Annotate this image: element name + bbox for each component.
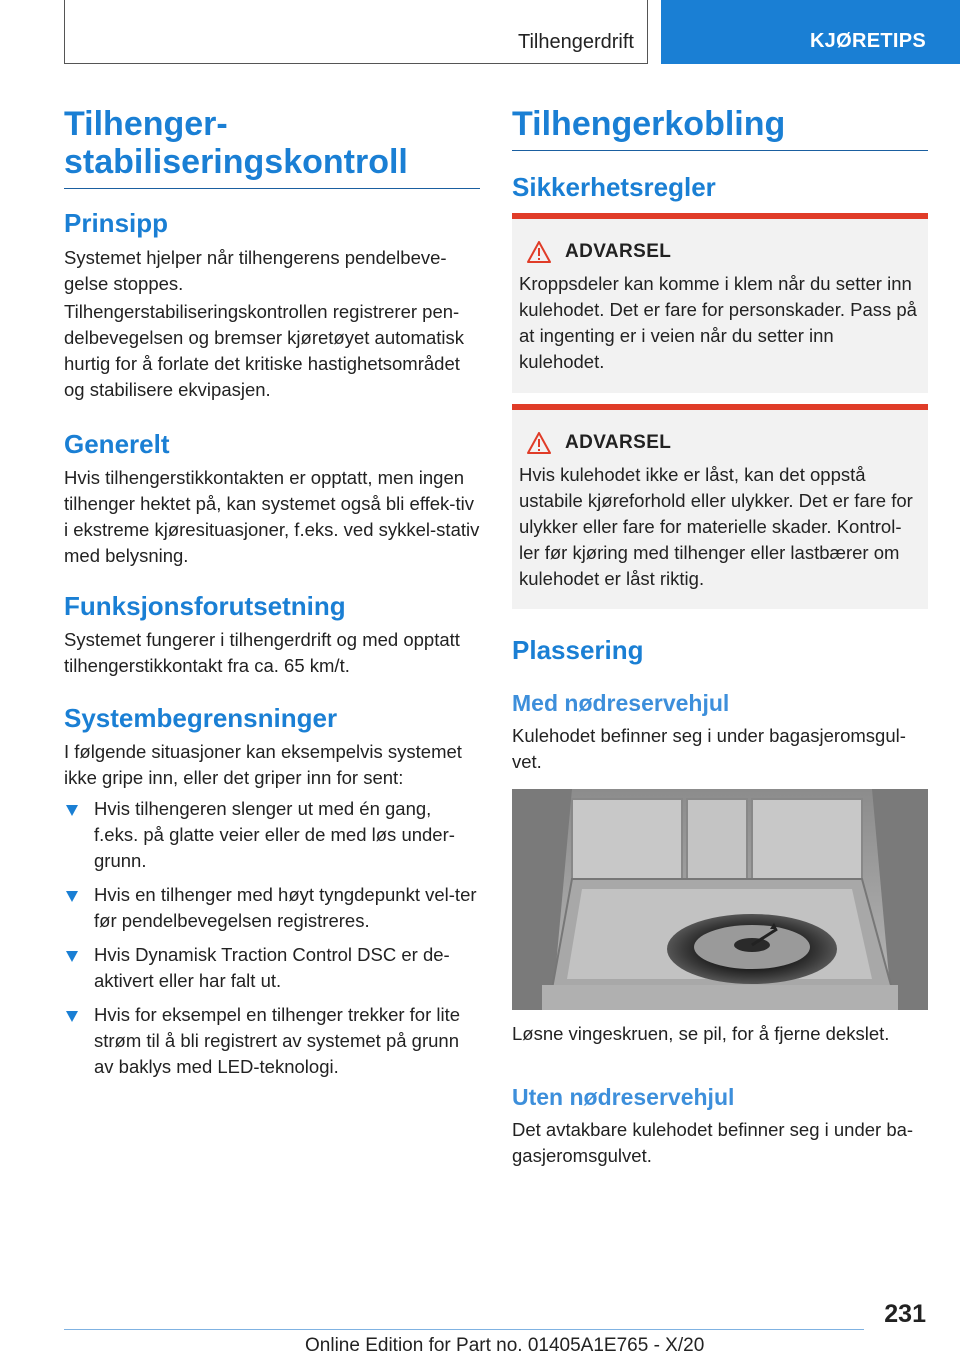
heading-generelt: Generelt (64, 429, 170, 459)
prinsipp-paragraph-1: Systemet hjelper når tilhengerens pendelbeve‐gelse stoppes. (64, 247, 447, 294)
list-item-text: Hvis en tilhenger med høyt tyngdepunkt vel‐ter før pendelbevegelsen registreres. (94, 884, 477, 931)
bullet-triangle-icon (66, 951, 78, 962)
warning-text: Hvis kulehodet ikke er låst, kan det oppstå ustabile kjøreforhold eller ulykker. Det er fare for ulykker eller fare for materielle skader. Kontrol‐ler før kjøring med tilhenger eller lastbærer om kulehodet er låst riktig. (519, 464, 913, 589)
heading-systembegrensninger: Systembegrensninger (64, 703, 338, 733)
list-item (64, 882, 480, 934)
heading-sikkerhetsregler: Sikkerhetsregler (512, 172, 716, 202)
title-line-1: Tilhenger‐ (64, 105, 228, 143)
bullet-triangle-icon (66, 805, 78, 816)
header-section-title: Tilhengerdrift (518, 31, 634, 53)
warning-box-1 (512, 213, 928, 393)
funksjon-paragraph: Systemet fungerer i tilhengerdrift og med opptatt tilhengerstikkontakt fra ca. 65 km/t. (64, 629, 460, 676)
generelt-paragraph: Hvis tilhengerstikkontakten er opptatt, men ingen tilhenger hektet på, kan systemet også bli effek‐tiv i ekstreme kjøresituasjoner, f.eks. ved sykkel‐stativ med belysning. (64, 467, 480, 566)
header-chapter-tab[interactable]: KJØRETIPS (661, 0, 960, 64)
bullet-triangle-icon (66, 1011, 78, 1022)
footer-divider (64, 1329, 864, 1330)
warning-triangle-icon (519, 432, 559, 454)
uten-paragraph: Det avtakbare kulehodet befinner seg i under ba‐gasjeromsgulvet. (512, 1119, 914, 1166)
list-item (64, 942, 480, 994)
heading-uten-nodreservehjul: Uten nødreservehjul (512, 1084, 735, 1110)
prinsipp-paragraph-2: Tilhengerstabiliseringskontrollen registrerer pen‐delbevegelsen og bremser kjøretøyet automatisk hurtig for å forlate det kritiske hastighetsområdet og stabilisere ekvipasjen. (64, 301, 464, 400)
list-item-text: Hvis for eksempel en tilhenger trekker for lite strøm til å bli registrert av systemet på grunn av baklys med LED-teknologi. (94, 1004, 461, 1077)
warning-title: ADVARSEL (565, 432, 672, 453)
list-item (64, 1002, 480, 1080)
footer-edition-text: Online Edition for Part no. 01405A1E765 - X/20 (305, 1335, 705, 1356)
heading-prinsipp: Prinsipp (64, 208, 169, 238)
begrensninger-paragraph: I følgende situasjoner kan eksempelvis systemet ikke gripe inn, eller det griper inn for sent: (64, 741, 462, 788)
bullet-triangle-icon (66, 891, 78, 902)
list-item (64, 796, 480, 874)
warning-triangle-icon (519, 241, 559, 263)
heading-funksjonsforutsetning: Funksjonsforutsetning (64, 591, 346, 621)
page-title-right: Tilhengerkobling (512, 105, 928, 151)
heading-plassering: Plassering (512, 635, 644, 665)
heading-med-nodreservehjul: Med nødreservehjul (512, 690, 730, 716)
page-number: 231 (884, 1300, 926, 1328)
warning-title: ADVARSEL (565, 241, 672, 262)
title-line-2: stabiliseringskontroll (64, 143, 408, 181)
warning-text: Kroppsdeler kan komme i klem når du setter inn kulehodet. Det er fare for personskader. Pass på at ingenting er i veien når du setter inn kulehodet. (519, 273, 917, 372)
warning-box-2 (512, 404, 928, 609)
page-title-left (64, 105, 480, 189)
list-item-text: Hvis Dynamisk Traction Control DSC er de‐aktivert eller har falt ut. (94, 944, 450, 991)
list-item-text: Hvis tilhengeren slenger ut med én gang, f.eks. på glatte veier eller de med løs under‐grunn. (94, 798, 455, 871)
trunk-spare-wheel-illustration (512, 789, 928, 1010)
figure-caption: Løsne vingeskruen, se pil, for å fjerne dekslet. (512, 1023, 890, 1044)
limitations-list (64, 796, 480, 1088)
med-paragraph: Kulehodet befinner seg i under bagasjeromsgul‐vet. (512, 725, 906, 772)
